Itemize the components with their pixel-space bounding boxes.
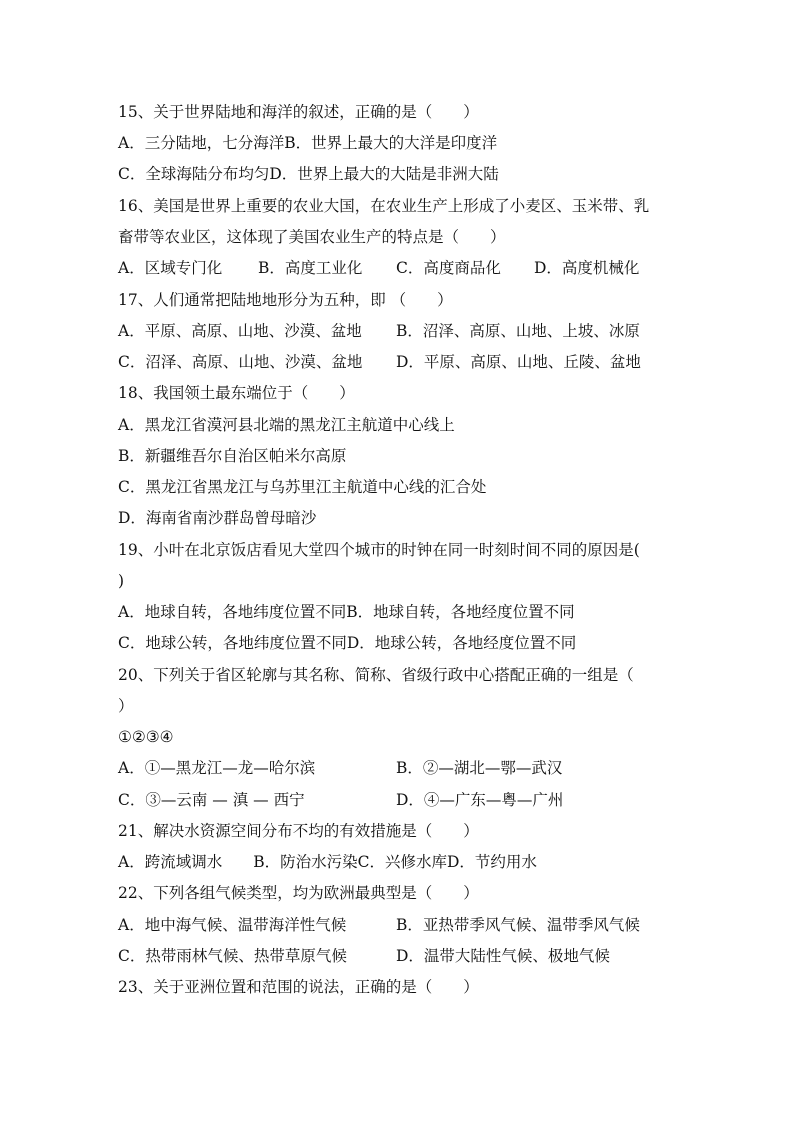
question-22-option-a: A．地中海气候、温带海洋性气候 [118,916,347,934]
question-19-options-ab: A．地球自转，各地纬度位置不同B．地球自转，各地经度位置不同 [118,603,575,621]
question-19-stem-line1: 19、小叶在北京饭店看见大堂四个城市的时钟在同一时刻时间不同的原因是( [118,541,640,559]
question-16-option-b: B．高度工业化 [258,259,363,277]
question-19-options-cd: C．地球公转，各地纬度位置不同D．地球公转，各地经度位置不同 [118,634,577,652]
question-16-option-d: D．高度机械化 [534,259,640,277]
question-18-option-d: D．海南省南沙群岛曾母暗沙 [118,509,317,527]
question-20-stem-line1: 20、下列关于省区轮廓与其名称、简称、省级行政中心搭配正确的一组是（ [118,666,634,684]
question-20-option-a: A．①—黑龙江—龙—哈尔滨 [118,759,316,777]
question-17-option-c: C．沼泽、高原、山地、沙漠、盆地 [118,353,363,371]
question-23-stem: 23、关于亚洲位置和范围的说法，正确的是（ ） [118,978,479,996]
question-20-map-labels: ①②③④ [118,728,174,746]
question-22-option-b: B．亚热带季风气候、温带季风气候 [396,916,640,934]
question-17-option-d: D．平原、高原、山地、丘陵、盆地 [396,353,641,371]
question-18-option-b: B．新疆维吾尔自治区帕米尔高原 [118,447,347,465]
question-16-stem-line1: 16、美国是世界上重要的农业大国，在农业生产上形成了小麦区、玉米带、乳 [118,197,650,215]
question-15-options-ab: A．三分陆地，七分海洋B．世界上最大的大洋是印度洋 [118,134,498,152]
question-21-options: A．跨流域调水 B．防治水污染C．兴修水库D．节约用水 [118,853,537,871]
question-20-option-b: B．②—湖北—鄂—武汉 [396,759,563,777]
question-19-stem-line2: ) [118,572,125,590]
question-17-option-b: B．沼泽、高原、山地、上坡、冰原 [396,322,640,340]
question-18-option-a: A．黑龙江省漠河县北端的黑龙江主航道中心线上 [118,416,455,434]
question-16-option-c: C．高度商品化 [396,259,501,277]
question-22-option-c: C．热带雨林气候、热带草原气候 [118,947,347,965]
question-20-stem-line2: ） [118,697,134,715]
question-22-option-d: D．温带大陆性气候、极地气候 [396,947,610,965]
question-20-option-d: D．④—广东—粤—广州 [396,791,564,809]
question-18-option-c: C．黑龙江省黑龙江与乌苏里江主航道中心线的汇合处 [118,478,487,496]
question-21-stem: 21、解决水资源空间分布不均的有效措施是（ ） [118,822,479,840]
question-17-option-a: A．平原、高原、山地、沙漠、盆地 [118,322,362,340]
question-18-stem: 18、我国领土最东端位于（ ） [118,384,355,402]
question-16-option-a: A．区域专门化 [118,259,223,277]
question-15-stem: 15、关于世界陆地和海洋的叙述，正确的是（ ） [118,103,479,121]
question-16-stem-line2: 畜带等农业区，这体现了美国农业生产的特点是（ ） [118,228,506,246]
question-17-stem: 17、人们通常把陆地地形分为五种，即 （ ） [118,291,453,309]
question-20-option-c: C．③—云南 — 滇 — 西宁 [118,791,305,809]
question-15-options-cd: C．全球海陆分布均匀D．世界上最大的大陆是非洲大陆 [118,165,499,183]
question-22-stem: 22、下列各组气候类型，均为欧洲最典型是（ ） [118,884,479,902]
